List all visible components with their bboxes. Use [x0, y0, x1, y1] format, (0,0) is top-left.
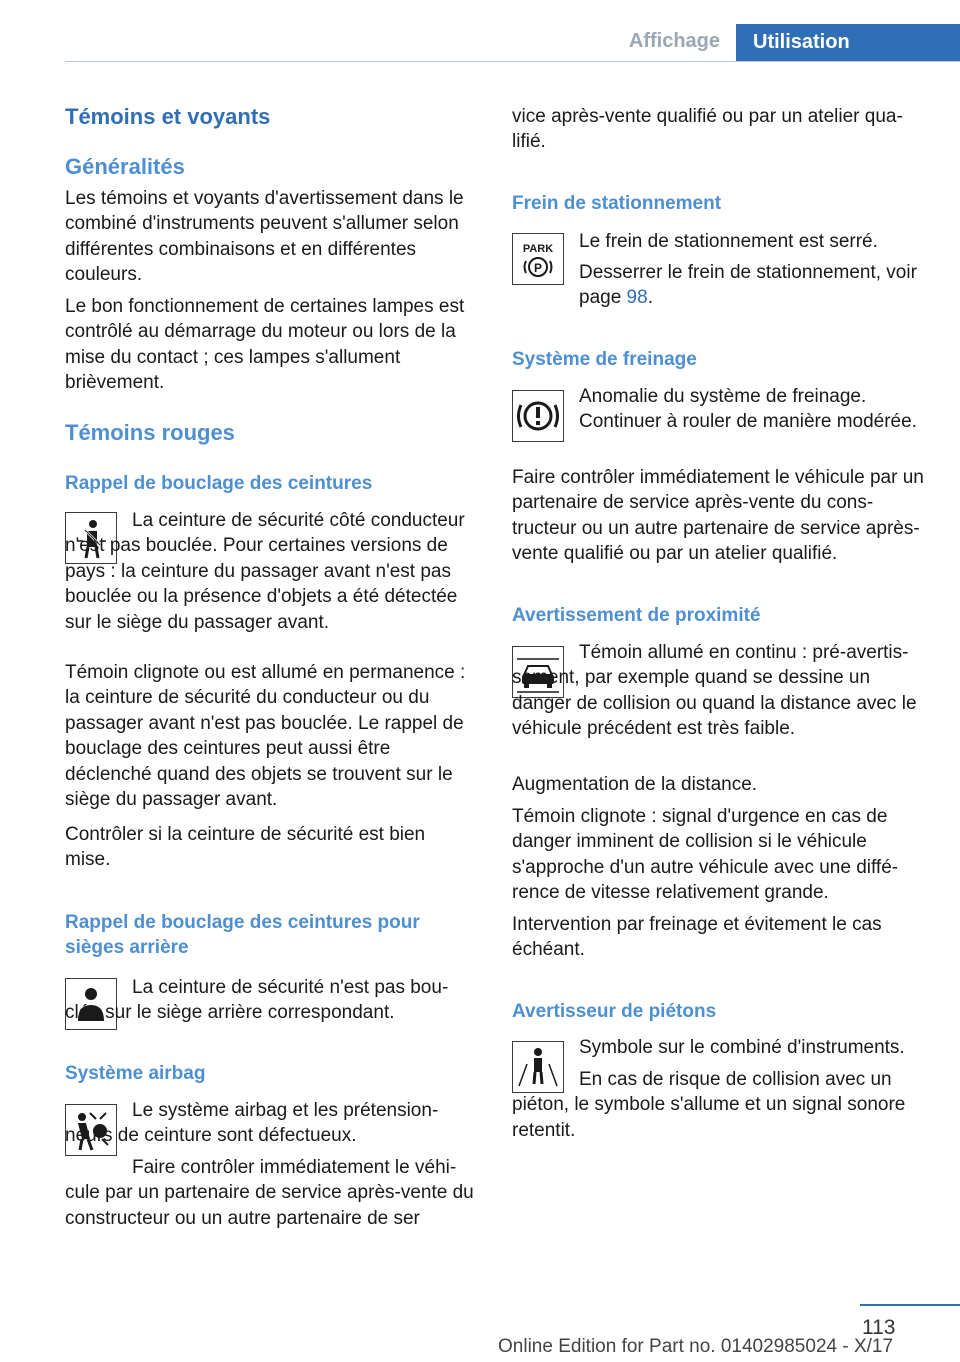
header-rule [65, 61, 960, 62]
pietons-text-1: Symbole sur le combiné d'instruments. [579, 1037, 905, 1058]
section-generalites: Généralités [65, 154, 185, 179]
frein-text-2 [579, 260, 930, 311]
proximite-text-4: Intervention par freinage et évitement le cas échéant. [512, 914, 882, 961]
heading-avertisseur-pietons: Avertisseur de piétons [512, 1001, 717, 1022]
continuation-text: vice après-vente qualifié ou par un atelier qualifié. [512, 106, 903, 153]
brake-warning-icon [512, 390, 564, 442]
park-brake-icon [512, 233, 564, 285]
section-temoins-rouges: Témoins rouges [65, 420, 235, 445]
edition-footer: Online Edition for Part no. 01402985024 - X/17 [498, 1336, 894, 1357]
park-label: PARK [522, 243, 554, 255]
proximite-text-1: Témoin allumé en continu : pré-avertissement, par exemple quand se dessine un danger de collision ou quand la distance avec le véhicule précédent est très faible. [512, 642, 917, 740]
svg-text:P: P [533, 261, 543, 275]
proximite-text-2: Augmentation de la distance. [512, 774, 758, 795]
frein-text-1: Le frein de stationnement est serré. [579, 231, 878, 252]
heading-frein-stationnement: Frein de stationnement [512, 193, 722, 214]
proximite-text-3: Témoin clignote : signal d'urgence en cas de danger imminent de collision si le véhicule s'approche d'un autre véhicule avec une différence de vitesse relativement grande. [512, 806, 899, 904]
heading-avertissement-proximite: Avertissement de proximité [512, 605, 761, 626]
page-98-link[interactable]: 98 [626, 287, 648, 309]
heading-rappel-arriere: Rappel de bouclage des ceintures pour sièges arrière [65, 912, 420, 959]
intro-paragraph-1: Les témoins et voyants d'avertissement dans le combiné d'instruments peuvent s'allumer selon différentes combinaisons et en différentes couleurs. [65, 188, 464, 286]
frein-text-2-pre: Desserrer le frein de stationnement, voir page [579, 262, 917, 309]
airbag-text-1: Le système airbag et les prétensionneurs de ceinture sont défectueux. [65, 1100, 439, 1147]
footer-rule [860, 1304, 960, 1306]
ceintures-text-1: La ceinture de sécurité côté conducteur n'est pas bouclée. Pour certaines versions de pays : la ceinture du passager avant n'est pas bouclée ou la présence d'objets a été détectée sur le siège du passager avant. [65, 510, 465, 633]
frein-text-2-post: . [647, 287, 653, 309]
heading-rappel-ceintures: Rappel de bouclage des ceintures [65, 473, 373, 494]
freinage-text-2: Faire contrôler immédiatement le véhicule par un partenaire de service après-vente du constructeur ou un autre partenaire de service après-vente qualifié ou par un atelier qualifié. [512, 467, 924, 565]
arriere-text: La ceinture de sécurité n'est pas bouclée sur le siège arrière correspondant. [65, 977, 449, 1024]
page-number: 113 [862, 1316, 896, 1339]
ceintures-text-3: Contrôler si la ceinture de sécurité est bien mise. [65, 824, 426, 871]
freinage-text-1: Anomalie du système de freinage. Continuer à rouler de manière modérée. [579, 386, 917, 433]
heading-airbag: Système airbag [65, 1063, 206, 1084]
tab-utilisation[interactable]: Utilisation [736, 24, 960, 61]
page-title: Témoins et voyants [65, 104, 271, 129]
intro-paragraph-2: Le bon fonctionnement de certaines lampes est contrôlé au démarrage du moteur ou lors de la mise du contact ; ces lampes s'allument brièvement. [65, 296, 465, 394]
pietons-text-2: En cas de risque de collision avec un piéton, le symbole s'allume et un signal sonore retentit. [512, 1069, 906, 1141]
heading-systeme-freinage: Système de freinage [512, 349, 697, 370]
tab-affichage[interactable]: Affichage [628, 30, 720, 52]
header-bar [65, 0, 960, 62]
airbag-text-2: Faire contrôler immédiatement le véhicule par un partenaire de service après-vente du constructeur ou un autre partenaire de ser [65, 1157, 474, 1229]
ceintures-text-2: Témoin clignote ou est allumé en permanence : la ceinture de sécurité du conducteur ou du passager avant n'est pas bouclée. Le rappel de bouclage des ceintures peut aussi être déclenché quand des objets se trouvent sur le siège du passager avant. [65, 662, 466, 811]
